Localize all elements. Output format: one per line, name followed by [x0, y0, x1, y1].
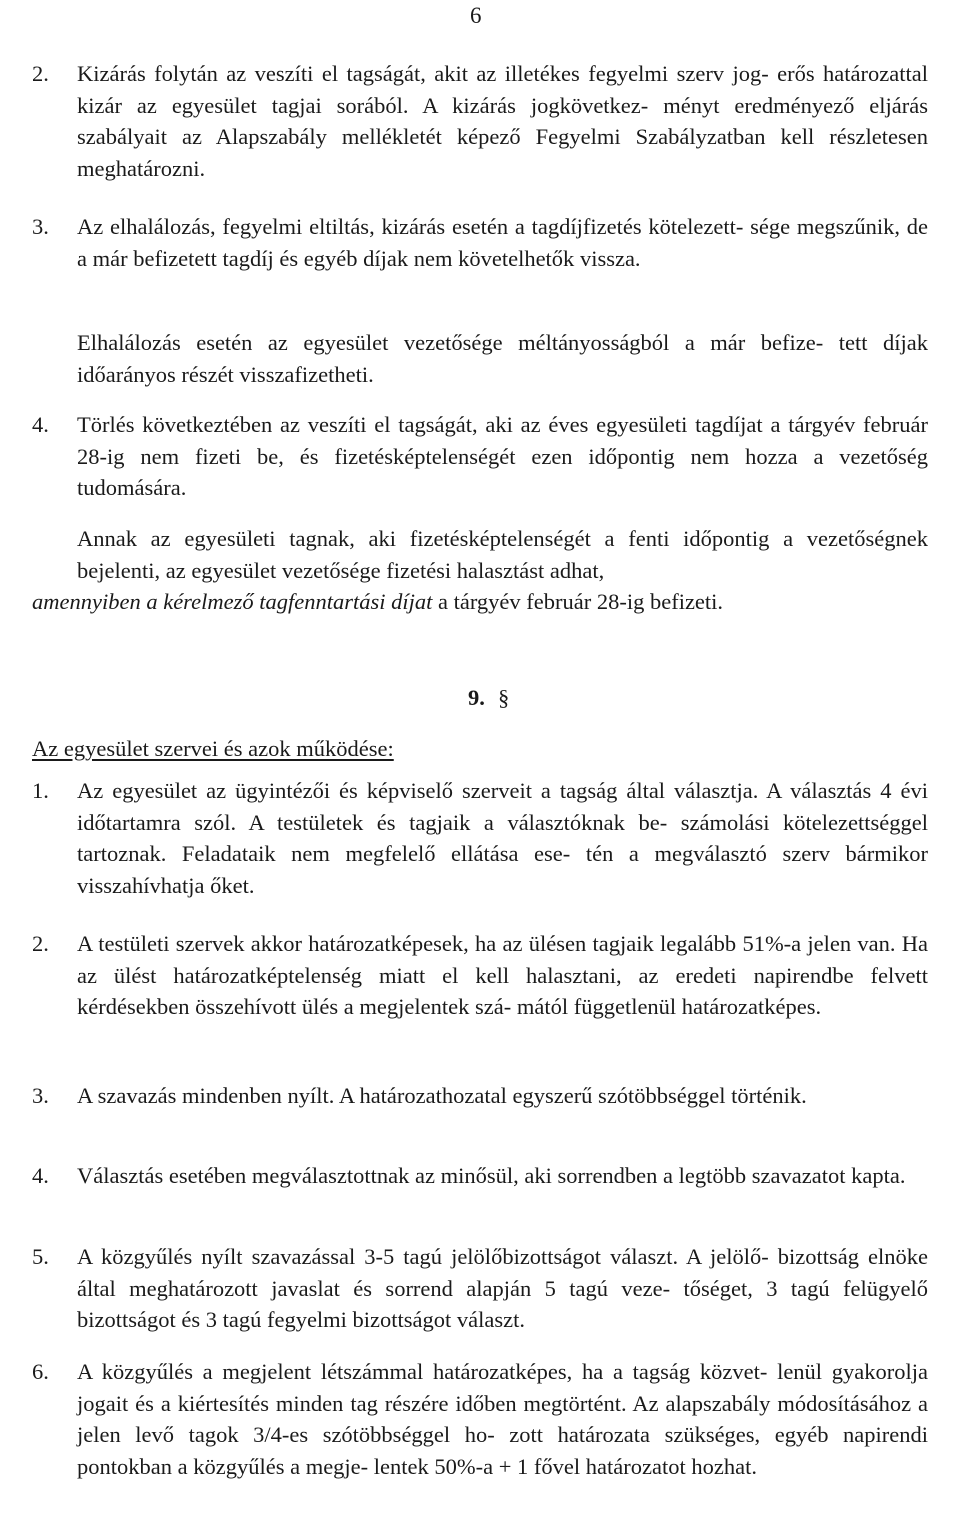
text-line: eredeti napirendbe felvett kérdésekben összehívott ülés a megjelentek szá-: [77, 962, 928, 1019]
text-line: ményt eredményező eljárás szabályait az Alapszabály mellékletét képező: [77, 92, 928, 149]
paragraph-4: [32, 409, 928, 504]
section-item-4: [32, 1160, 928, 1192]
item-number: 4.: [32, 1163, 49, 1188]
text-line: A testületi szervek akkor határozatképesek, ha az ülésen tagjaik legalább: [77, 931, 737, 956]
section-symbol: §: [498, 685, 510, 710]
text-line: választás 4 évi időtartamra szól. A testületek és tagjaik a választóknak be-: [77, 778, 928, 835]
text-line: mától függetlenül határozatképes.: [516, 994, 822, 1019]
text-line: a tárgyév február 28-ig befizeti.: [432, 589, 724, 614]
section-item-3: [32, 1080, 928, 1112]
text-line: Az alapszabály módosításához a jelen levő tagok 3/4-es szótöbbséggel ho-: [77, 1390, 929, 1447]
text-line: történik.: [731, 1083, 807, 1108]
text-line: Az elhalálozás, fegyelmi eltiltás, kizárás esetén a tagdíjfizetés kötelezett-: [77, 214, 744, 239]
text-line: sége megszűnik, de a már befizetett tagdíj és egyéb díjak nem követelhetők: [77, 214, 929, 271]
section-title: Az egyesület szervei és azok működése:: [32, 736, 394, 761]
section-item-5: [32, 1241, 928, 1336]
paragraph-3: [32, 211, 929, 274]
text-line: A közgyűlés nyílt szavazással 3-5 tagú jelölőbizottságot választ. A jelölő-: [77, 1244, 769, 1269]
text-line: tett díjak időarányos részét visszafizetheti.: [77, 330, 929, 387]
text-line: nem hozza a vezetőség tudomására.: [77, 443, 928, 500]
paragraph-number: 4.: [32, 412, 49, 437]
text-line: erős határozattal kizár az egyesület tagjai sorából. A kizárás jogkövetkez-: [77, 61, 928, 118]
paragraph-number: 2.: [32, 61, 49, 86]
text-line: A szavazás mindenben nyílt. A határozathozatal egyszerű szótöbbséggel: [77, 1083, 726, 1108]
text-line: Elhalálozás esetén az egyesület vezetősége méltányosságból a már befize-: [77, 330, 824, 355]
section-item-6: [32, 1356, 929, 1482]
page-number: 6: [470, 3, 482, 28]
text-line: számolási kötelezettséggel tartoznak. Feladataik nem megfelelő ellátása ese-: [77, 809, 928, 866]
item-number: 2.: [32, 931, 49, 956]
paragraph-number: 3.: [32, 214, 49, 239]
text-line: bizottság elnöke által meghatározott javaslat és sorrend alapján 5 tagú veze-: [77, 1244, 928, 1301]
paragraph-4-last-line: [32, 586, 928, 618]
item-number: 6.: [32, 1359, 49, 1384]
text-line: Törlés következtében az veszíti el tagságát, aki az éves egyesületi tagdíjat: [77, 412, 763, 437]
text-line: tőséget, 3 tagú felügyelő bizottságot és 3 tagú fegyelmi bizottságot választ.: [77, 1275, 928, 1332]
text-line: zott határozata szükséges, egyéb napirendi pontokban a közgyűlés a megje-: [77, 1422, 928, 1479]
text-line: lentek 50%-a + 1 fővel határozatot hozhat.: [373, 1453, 757, 1479]
paragraph-4-continuation: [77, 523, 928, 586]
italic-text: amennyiben a kérelmező tagfenntartási díjat: [32, 589, 433, 614]
text-line: Annak az egyesületi tagnak, aki fizetésképtelenségét a fenti időpontig a: [77, 526, 794, 551]
paragraph-2: [32, 58, 928, 184]
text-line: vissza.: [579, 245, 641, 271]
section-item-2: [32, 928, 929, 1023]
text-line: 51%-a jelen van. Ha az ülést határozatképtelenség miatt el kell halasztani, az: [77, 931, 929, 988]
text-line: Az egyesület az ügyintézői és képviselő szerveit a tagság által választja. A: [77, 778, 782, 803]
paragraph-3-continuation: [77, 327, 928, 390]
item-number: 3.: [32, 1083, 49, 1108]
text-line: a tárgyév február 28-ig nem fizeti be, és fizetésképtelenségét ezen időpontig: [77, 412, 928, 469]
text-line: vezetőségnek bejelenti, az egyesület vezetősége fizetési halasztást adhat,: [77, 526, 928, 583]
item-number: 5.: [32, 1244, 49, 1269]
text-line: lenül gyakorolja jogait és a kiértesítés minden tag részére időben megtörtént.: [77, 1359, 928, 1416]
text-line: szavazatot kapta.: [751, 1163, 906, 1188]
text-line: Fegyelmi Szabályzatban kell részletesen meghatározni.: [77, 124, 928, 181]
text-line: Kizárás folytán az veszíti el tagságát, akit az illetékes fegyelmi szerv jog-: [77, 61, 769, 86]
text-line: tén a megválasztó szerv bármikor visszahívhatja őket.: [77, 841, 928, 898]
text-line: A közgyűlés a megjelent létszámmal határozatképes, ha a tagság közvet-: [77, 1359, 768, 1384]
item-number: 1.: [32, 778, 49, 803]
section-number: 9.: [468, 685, 485, 710]
text-line: Választás esetében megválasztottnak az minősül, aki sorrendben a legtöbb: [77, 1163, 747, 1188]
section-item-1: [32, 775, 928, 901]
